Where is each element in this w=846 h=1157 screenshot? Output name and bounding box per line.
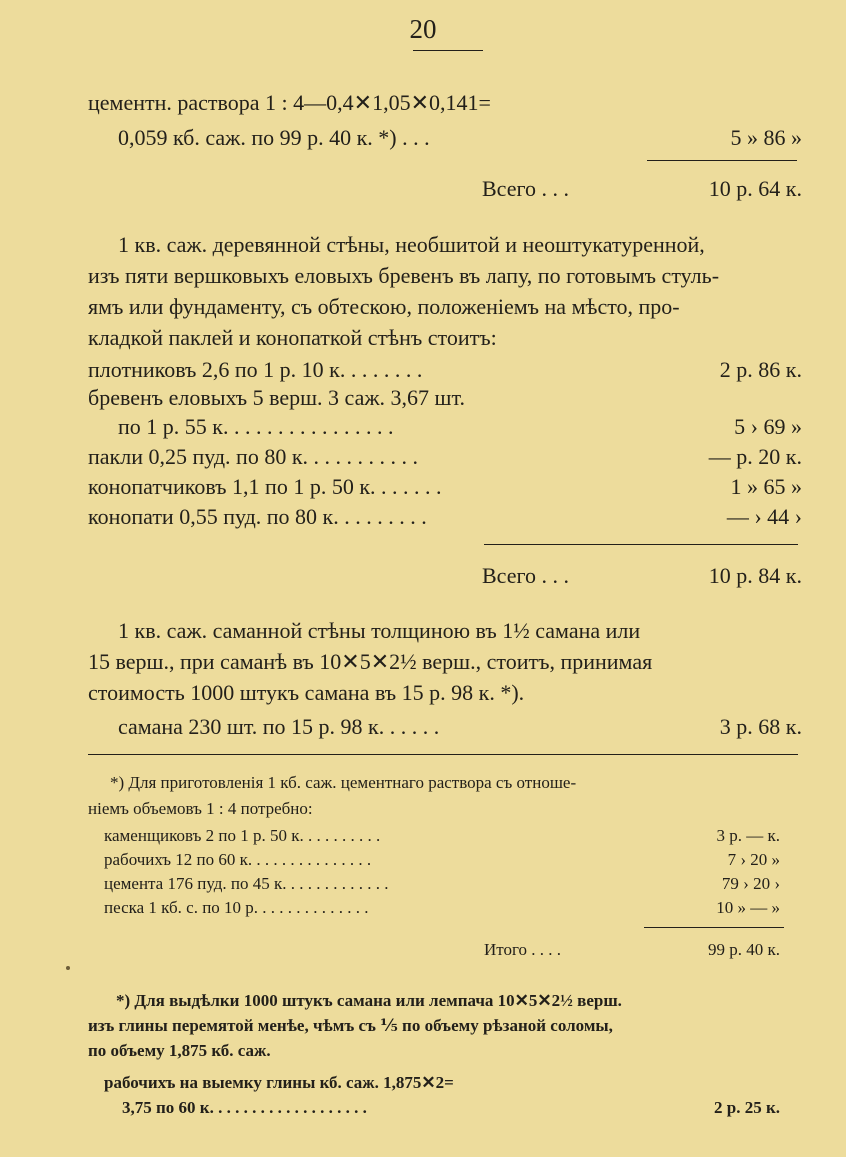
footnote2-line-1: *) Для выдѣлки 1000 штукъ самана или лемпача 10✕5✕2½ верш. bbox=[116, 991, 622, 1010]
sum-rule-3 bbox=[644, 927, 784, 928]
wooden-item-4-amount: — р. 20 к. bbox=[708, 444, 802, 469]
footnote1-line-2: ніемъ объемовъ 1 : 4 потребно: bbox=[88, 799, 313, 818]
footnote2-line-2: изъ глины перемятой менѣе, чѣмъ съ ⅕ по объему рѣзаной соломы, bbox=[88, 1016, 613, 1035]
footnote1-item-4: песка 1 кб. с. по 10 р. . . . . . . . . . . . . . bbox=[104, 898, 369, 917]
total2-label: Всего . . . bbox=[482, 563, 569, 588]
footnote2-item-line-1: рабочихъ на выемку глины кб. саж. 1,875✕2= bbox=[104, 1073, 454, 1092]
wooden-item-3-amount: 5 › 69 » bbox=[734, 414, 802, 439]
wooden-item-5: конопатчиковъ 1,1 по 1 р. 50 к. . . . . . . bbox=[88, 474, 442, 499]
footnote1-total-amount: 99 р. 40 к. bbox=[707, 940, 780, 959]
footnote1-item-4-amount: 10 » — » bbox=[716, 898, 780, 917]
footnote1-item-3-amount: 79 › 20 › bbox=[721, 874, 780, 893]
wooden-item-4: пакли 0,25 пуд. по 80 к. . . . . . . . . . . bbox=[88, 444, 419, 469]
sum-rule-2 bbox=[484, 544, 798, 545]
total2-amount: 10 р. 84 к. bbox=[708, 563, 802, 588]
wooden-intro-1: 1 кв. саж. деревянной стѣны, необшитой и неоштукатуренной, bbox=[118, 232, 705, 257]
wooden-item-5-amount: 1 » 65 » bbox=[730, 474, 802, 499]
wooden-item-6-amount: — › 44 › bbox=[726, 504, 802, 529]
cement-line-1: цементн. раствора 1 : 4—0,4✕1,05✕0,141= bbox=[88, 90, 491, 115]
footnote1-item-1: каменщиковъ 2 по 1 р. 50 к. . . . . . . . . . bbox=[104, 826, 381, 845]
wooden-intro-2: изъ пяти вершковыхъ еловыхъ бревенъ въ лапу, по готовымъ стуль- bbox=[88, 263, 720, 288]
footnote1-item-2: рабочихъ 12 по 60 к. . . . . . . . . . . . . . . bbox=[104, 850, 372, 869]
saman-intro-2: 15 верш., при саманѣ въ 10✕5✕2½ верш., стоитъ, принимая bbox=[88, 649, 653, 674]
saman-intro-1: 1 кв. саж. саманной стѣны толщиною въ 1½ самана или bbox=[118, 618, 641, 643]
wooden-intro-3: ямъ или фундаменту, съ обтескою, положеніемъ на мѣсто, про- bbox=[88, 294, 680, 319]
wooden-item-1: плотниковъ 2,6 по 1 р. 10 к. . . . . . . . bbox=[88, 357, 423, 382]
saman-item-amount: 3 р. 68 к. bbox=[719, 714, 802, 739]
saman-intro-3: стоимость 1000 штукъ самана въ 15 р. 98 к. *). bbox=[88, 680, 525, 705]
total1-amount: 10 р. 64 к. bbox=[708, 176, 802, 201]
cement-amount: 5 » 86 » bbox=[730, 125, 802, 150]
ink-speck bbox=[66, 966, 70, 970]
saman-item: самана 230 шт. по 15 р. 98 к. . . . . . bbox=[118, 714, 440, 739]
wooden-item-1-amount: 2 р. 86 к. bbox=[719, 357, 802, 382]
page-number: 20 bbox=[409, 14, 437, 44]
cement-line-2: 0,059 кб. саж. по 99 р. 40 к. *) . . . bbox=[118, 125, 430, 150]
sum-rule-1 bbox=[647, 160, 797, 161]
footnote1-line-1: *) Для приготовленія 1 кб. саж. цементнаго раствора съ отноше- bbox=[110, 773, 577, 792]
wooden-item-2: бревенъ еловыхъ 5 верш. 3 саж. 3,67 шт. bbox=[88, 385, 465, 410]
footnote-separator bbox=[88, 754, 798, 755]
footnote2-line-3: по объему 1,875 кб. саж. bbox=[88, 1041, 271, 1060]
footnote2-item-amount: 2 р. 25 к. bbox=[714, 1098, 780, 1117]
total1-label: Всего . . . bbox=[482, 176, 569, 201]
footnote1-item-2-amount: 7 › 20 » bbox=[727, 850, 780, 869]
footnote1-item-1-amount: 3 р. — к. bbox=[716, 826, 780, 845]
footnote2-item-line-2: 3,75 по 60 к. . . . . . . . . . . . . . . . . . . bbox=[122, 1098, 367, 1117]
footnote1-total-label: Итого . . . . bbox=[484, 940, 562, 959]
footnote1-item-3: цемента 176 пуд. по 45 к. . . . . . . . . . . . . bbox=[104, 874, 389, 893]
wooden-item-6: конопати 0,55 пуд. по 80 к. . . . . . . . . bbox=[88, 504, 427, 529]
wooden-item-3: по 1 р. 55 к. . . . . . . . . . . . . . . . bbox=[118, 414, 394, 439]
page-number-underline bbox=[413, 50, 483, 51]
wooden-intro-4: кладкой паклей и конопаткой стѣнъ стоитъ: bbox=[88, 325, 497, 350]
